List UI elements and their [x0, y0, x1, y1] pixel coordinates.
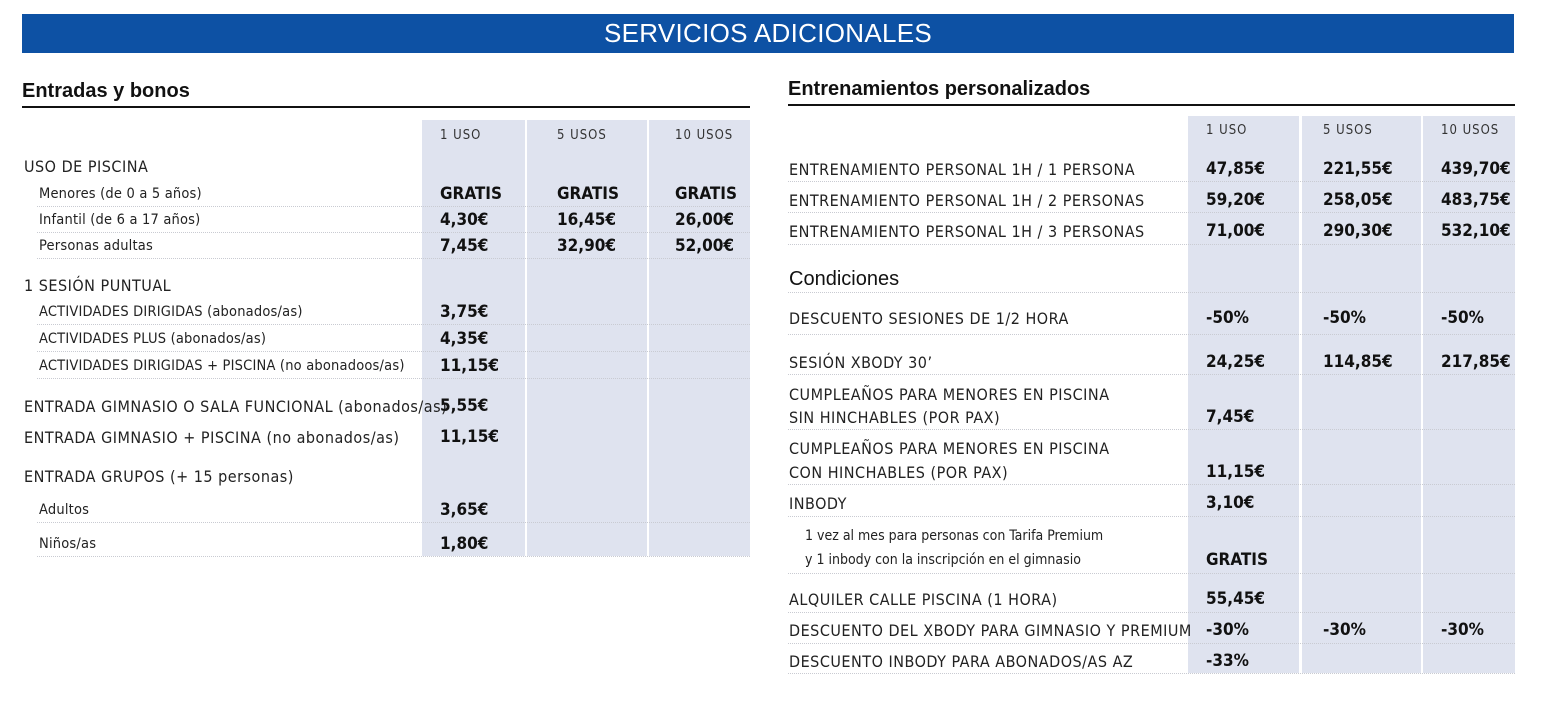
price-inbody: 3,10€	[1206, 493, 1255, 513]
row-label-gimnasio-sala: ENTRADA GIMNASIO O SALA FUNCIONAL (abonados/as)	[24, 397, 448, 416]
row-divider	[37, 232, 750, 233]
price-infantil-5-usos: 16,45€	[557, 210, 617, 230]
row-divider	[788, 612, 1515, 613]
price-cumple-con: 11,15€	[1206, 462, 1266, 482]
row-label-cumple-sin-line1: CUMPLEAÑOS PARA MENORES EN PISCINA	[789, 385, 1110, 404]
banner-title: SERVICIOS ADICIONALES	[603, 18, 933, 48]
row-divider	[788, 181, 1515, 182]
row-label-inbody: INBODY	[789, 494, 847, 513]
row-label-cumple-sin-line2: SIN HINCHABLES (POR PAX)	[789, 408, 1001, 427]
price-gimnasio-piscina: 11,15€	[440, 427, 500, 447]
price-infantil-10-usos: 26,00€	[675, 210, 735, 230]
row-divider	[788, 484, 1515, 485]
row-label-grupos-adultos: Adultos	[39, 502, 90, 518]
price-actividades-piscina: 11,15€	[440, 356, 500, 376]
price-infantil-1-uso: 4,30€	[440, 210, 489, 230]
price-ep3-5-usos: 290,30€	[1323, 221, 1393, 241]
row-divider	[37, 324, 750, 325]
row-label-descuento-inbody: DESCUENTO INBODY PARA ABONADOS/AS AZ	[789, 652, 1134, 671]
price-actividades-plus: 4,35€	[440, 329, 489, 349]
group-label-sesion-puntual: 1 SESIÓN PUNTUAL	[24, 276, 172, 295]
inbody-note-line2: y 1 inbody con la inscripción en el gimnasio	[805, 552, 1081, 568]
column-header-1-uso: 1 USO	[440, 128, 482, 143]
page-banner	[22, 14, 1514, 53]
price-ep1-5-usos: 221,55€	[1323, 159, 1393, 179]
column-header-10-usos: 10 USOS	[1441, 123, 1500, 138]
price-grupos-ninos: 1,80€	[440, 534, 489, 554]
price-adultas-1-uso: 7,45€	[440, 236, 489, 256]
discount-media-5-usos: -50%	[1323, 308, 1366, 328]
row-label-menores: Menores (de 0 a 5 años)	[39, 186, 202, 202]
price-ep3-10-usos: 532,10€	[1441, 221, 1511, 241]
column-header-5-usos: 5 USOS	[557, 128, 607, 143]
row-divider	[37, 522, 750, 523]
discount-xbody-5-usos: -30%	[1323, 620, 1366, 640]
price-xbody-5-usos: 114,85€	[1323, 352, 1393, 372]
condiciones-heading: Condiciones	[789, 268, 900, 290]
row-label-descuento-xbody: DESCUENTO DEL XBODY PARA GIMNASIO Y PREMIUM	[789, 621, 1192, 640]
section-divider	[788, 104, 1515, 106]
row-divider	[37, 206, 750, 207]
section-title: Entradas y bonos	[22, 80, 190, 102]
row-divider	[788, 643, 1515, 644]
row-label-grupos-ninos: Niños/as	[39, 536, 97, 552]
price-xbody-1-uso: 24,25€	[1206, 352, 1266, 372]
row-label-cumple-con-line2: CON HINCHABLES (POR PAX)	[789, 463, 1009, 482]
row-divider	[37, 378, 750, 379]
price-ep1-10-usos: 439,70€	[1441, 159, 1511, 179]
discount-xbody-1-uso: -30%	[1206, 620, 1249, 640]
row-divider	[788, 212, 1515, 213]
inbody-note-line1: 1 vez al mes para personas con Tarifa Premium	[805, 528, 1104, 544]
row-label-adultas: Personas adultas	[39, 238, 153, 254]
price-ep2-5-usos: 258,05€	[1323, 190, 1393, 210]
discount-inbody: -33%	[1206, 651, 1249, 671]
row-label-sesion-xbody: SESIÓN XBODY 30’	[789, 353, 933, 372]
discount-media-10-usos: -50%	[1441, 308, 1484, 328]
row-divider	[788, 516, 1515, 517]
row-label-descuento-media-hora: DESCUENTO SESIONES DE 1/2 HORA	[789, 309, 1069, 328]
price-ep2-10-usos: 483,75€	[1441, 190, 1511, 210]
row-divider	[37, 556, 750, 557]
price-inbody-gratis: GRATIS	[1206, 550, 1268, 570]
row-label-actividades-plus: ACTIVIDADES PLUS (abonados/as)	[39, 331, 267, 347]
row-divider	[788, 573, 1515, 574]
row-label-actividades-dirigidas: ACTIVIDADES DIRIGIDAS (abonados/as)	[39, 304, 303, 320]
row-label-actividades-piscina: ACTIVIDADES DIRIGIDAS + PISCINA (no abonadoos/as)	[39, 358, 405, 374]
price-ep1-1-uso: 47,85€	[1206, 159, 1266, 179]
column-header-10-usos: 10 USOS	[675, 128, 734, 143]
row-divider	[788, 673, 1515, 674]
row-label-gimnasio-piscina: ENTRADA GIMNASIO + PISCINA (no abonados/as)	[24, 428, 400, 447]
price-menores-10-usos: GRATIS	[675, 184, 737, 204]
price-menores-5-usos: GRATIS	[557, 184, 619, 204]
price-actividades-dirigidas: 3,75€	[440, 302, 489, 322]
price-adultas-10-usos: 52,00€	[675, 236, 735, 256]
discount-media-1-uso: -50%	[1206, 308, 1249, 328]
discount-xbody-10-usos: -30%	[1441, 620, 1484, 640]
price-gimnasio-sala: 5,55€	[440, 396, 489, 416]
section-divider	[22, 106, 750, 108]
row-divider	[37, 351, 750, 352]
row-divider	[37, 258, 750, 259]
row-label-entrenamiento-1-persona: ENTRENAMIENTO PERSONAL 1H / 1 PERSONA	[789, 160, 1136, 179]
row-label-alquiler-calle: ALQUILER CALLE PISCINA (1 HORA)	[789, 590, 1058, 609]
group-label-uso-piscina: USO DE PISCINA	[24, 157, 149, 176]
row-divider	[788, 334, 1515, 335]
row-divider	[788, 374, 1515, 375]
row-label-infantil: Infantil (de 6 a 17 años)	[39, 212, 201, 228]
column-header-5-usos: 5 USOS	[1323, 123, 1373, 138]
row-label-entrenamiento-3-personas: ENTRENAMIENTO PERSONAL 1H / 3 PERSONAS	[789, 222, 1145, 241]
section-title: Entrenamientos personalizados	[788, 78, 1091, 100]
price-alquiler-calle: 55,45€	[1206, 589, 1266, 609]
row-divider	[788, 292, 1515, 293]
price-cumple-sin: 7,45€	[1206, 407, 1255, 427]
price-adultas-5-usos: 32,90€	[557, 236, 617, 256]
group-label-entrada-grupos: ENTRADA GRUPOS (+ 15 personas)	[24, 467, 294, 486]
price-ep3-1-uso: 71,00€	[1206, 221, 1266, 241]
price-menores-1-uso: GRATIS	[440, 184, 502, 204]
row-divider	[788, 429, 1515, 430]
row-divider	[788, 244, 1515, 245]
price-xbody-10-usos: 217,85€	[1441, 352, 1511, 372]
row-label-cumple-con-line1: CUMPLEAÑOS PARA MENORES EN PISCINA	[789, 439, 1110, 458]
row-label-entrenamiento-2-personas: ENTRENAMIENTO PERSONAL 1H / 2 PERSONAS	[789, 191, 1145, 210]
entrenamientos-section	[788, 76, 1515, 676]
price-ep2-1-uso: 59,20€	[1206, 190, 1266, 210]
entradas-bonos-section	[22, 78, 750, 563]
column-header-1-uso: 1 USO	[1206, 123, 1248, 138]
price-grupos-adultos: 3,65€	[440, 500, 489, 520]
